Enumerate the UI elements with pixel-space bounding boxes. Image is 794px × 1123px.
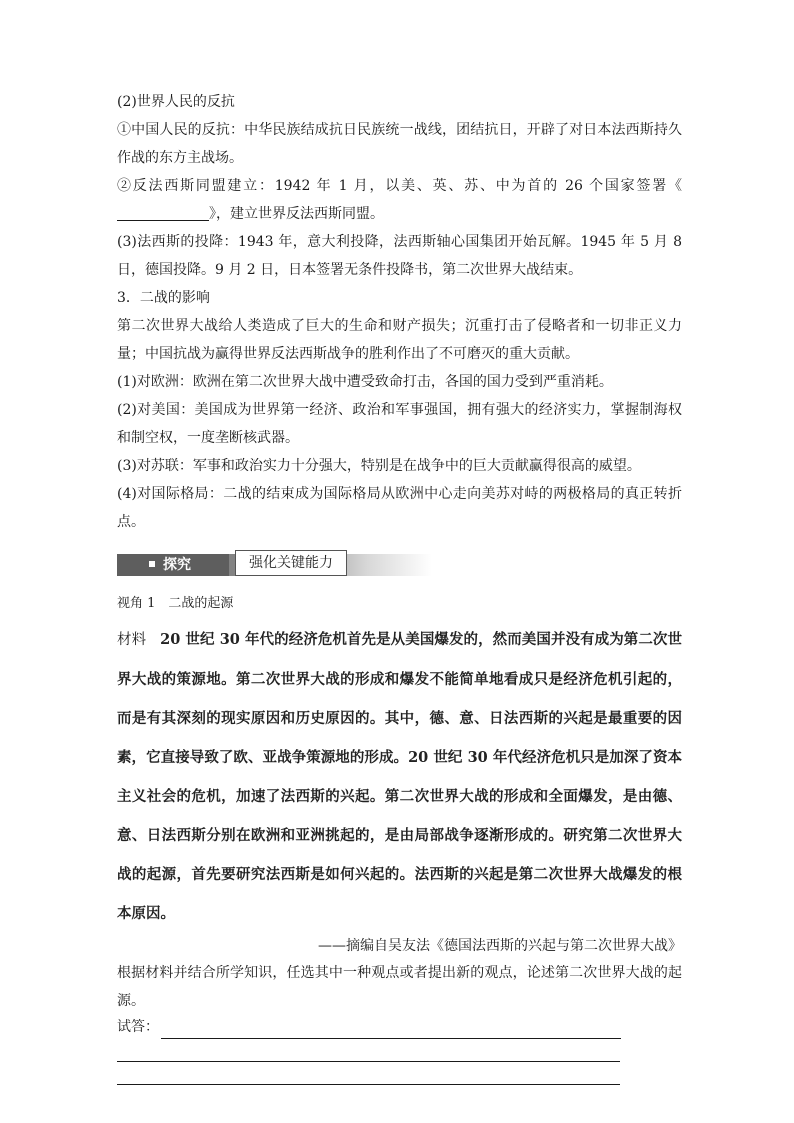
paragraph-international: (4)对国际格局：二战的结束成为国际格局从欧洲中心走向美苏对峙的两极格局的真正转折点。 — [117, 486, 682, 530]
angle-title: 视角 1 二战的起源 — [117, 596, 234, 611]
paragraph-surrender: (3)法西斯的投降：1943 年，意大利投降，法西斯轴心国集团开始瓦解。1945 年 5 月 8 日，德国投降。9 月 2 日，日本签署无条件投降书，第二次世界大战结束。 — [117, 234, 682, 278]
square-bullet-icon — [149, 561, 155, 567]
material-paragraph — [117, 620, 682, 933]
material-text: 20 世纪 30 年代的经济危机首先是从美国爆发的，然而美国并没有成为第二次世界大战的策源地。第二次世界大战的形成和爆发不能简单地看成只是经济危机引起的，而是有其深刻的现实原因和历史原因的。其中，德、意、日法西斯的兴起是最重要的因素，它直接导致了欧、亚战争策源地的形成。20 世纪 30 年代经济危机只是加深了资本主义社会的危机，加速了法西斯的兴起。第二次世界大战的形成和全面爆发，是由德、意、日法西斯分别在欧洲和亚洲挑起的，是由局部战争逐渐形成的。研究第二次世界大战的起源，首先要研究法西斯是如何兴起的。法西斯的兴起是第二次世界大战爆发的根本原因。 — [117, 631, 682, 922]
answer-first-line — [117, 1015, 682, 1039]
answer-line[interactable] — [117, 1039, 620, 1062]
question-text: 根据材料并结合所学知识，任选其中一种观点或者提出新的观点，论述第二次世界大战的起源。 — [117, 965, 682, 1009]
paragraph-usa: (2)对美国：美国成为世界第一经济、政治和军事强国，拥有强大的经济实力，掌握制海权和制空权，一度垄断核武器。 — [117, 402, 682, 446]
alliance-text-before: ②反法西斯同盟建立：1942 年 1 月，以美、英、苏、中为首的 26 个国家签署《 — [117, 178, 682, 194]
banner-subtitle: 强化关键能力 — [235, 550, 347, 576]
paragraph-europe: (1)对欧洲：欧洲在第二次世界大战中遭受致命打击，各国的国力受到严重消耗。 — [117, 374, 613, 390]
paragraph-alliance — [117, 172, 682, 228]
answer-label: 试答： — [117, 1019, 159, 1035]
material-label: 材料 — [117, 632, 147, 648]
material-source: ——摘编自吴友法《德国法西斯的兴起与第二次世界大战》 — [318, 938, 682, 954]
section-banner — [117, 548, 682, 578]
paragraph-ussr: (3)对苏联：军事和政治实力十分强大，特别是在战争中的巨大贡献赢得很高的威望。 — [117, 458, 641, 474]
document-page — [117, 88, 682, 1085]
alliance-text-after: 》，建立世界反法西斯同盟。 — [209, 206, 384, 222]
answer-line[interactable] — [161, 1020, 621, 1039]
answer-line[interactable] — [117, 1062, 620, 1085]
section-heading: (2)世界人民的反抗 — [117, 94, 235, 110]
paragraph-impact-intro: 第二次世界大战给人类造成了巨大的生命和财产损失；沉重打击了侵略者和一切非正义力量；中国抗战为赢得世界反法西斯战争的胜利作出了不可磨灭的重大贡献。 — [117, 318, 682, 362]
banner-tag-label: 探究 — [163, 557, 191, 573]
fill-in-blank[interactable] — [117, 204, 209, 221]
banner-tag — [117, 554, 229, 576]
section-heading: 3．二战的影响 — [117, 290, 210, 306]
paragraph-china-resistance: ①中国人民的反抗：中华民族结成抗日民族统一战线，团结抗日，开辟了对日本法西斯持久作战的东方主战场。 — [117, 122, 682, 166]
